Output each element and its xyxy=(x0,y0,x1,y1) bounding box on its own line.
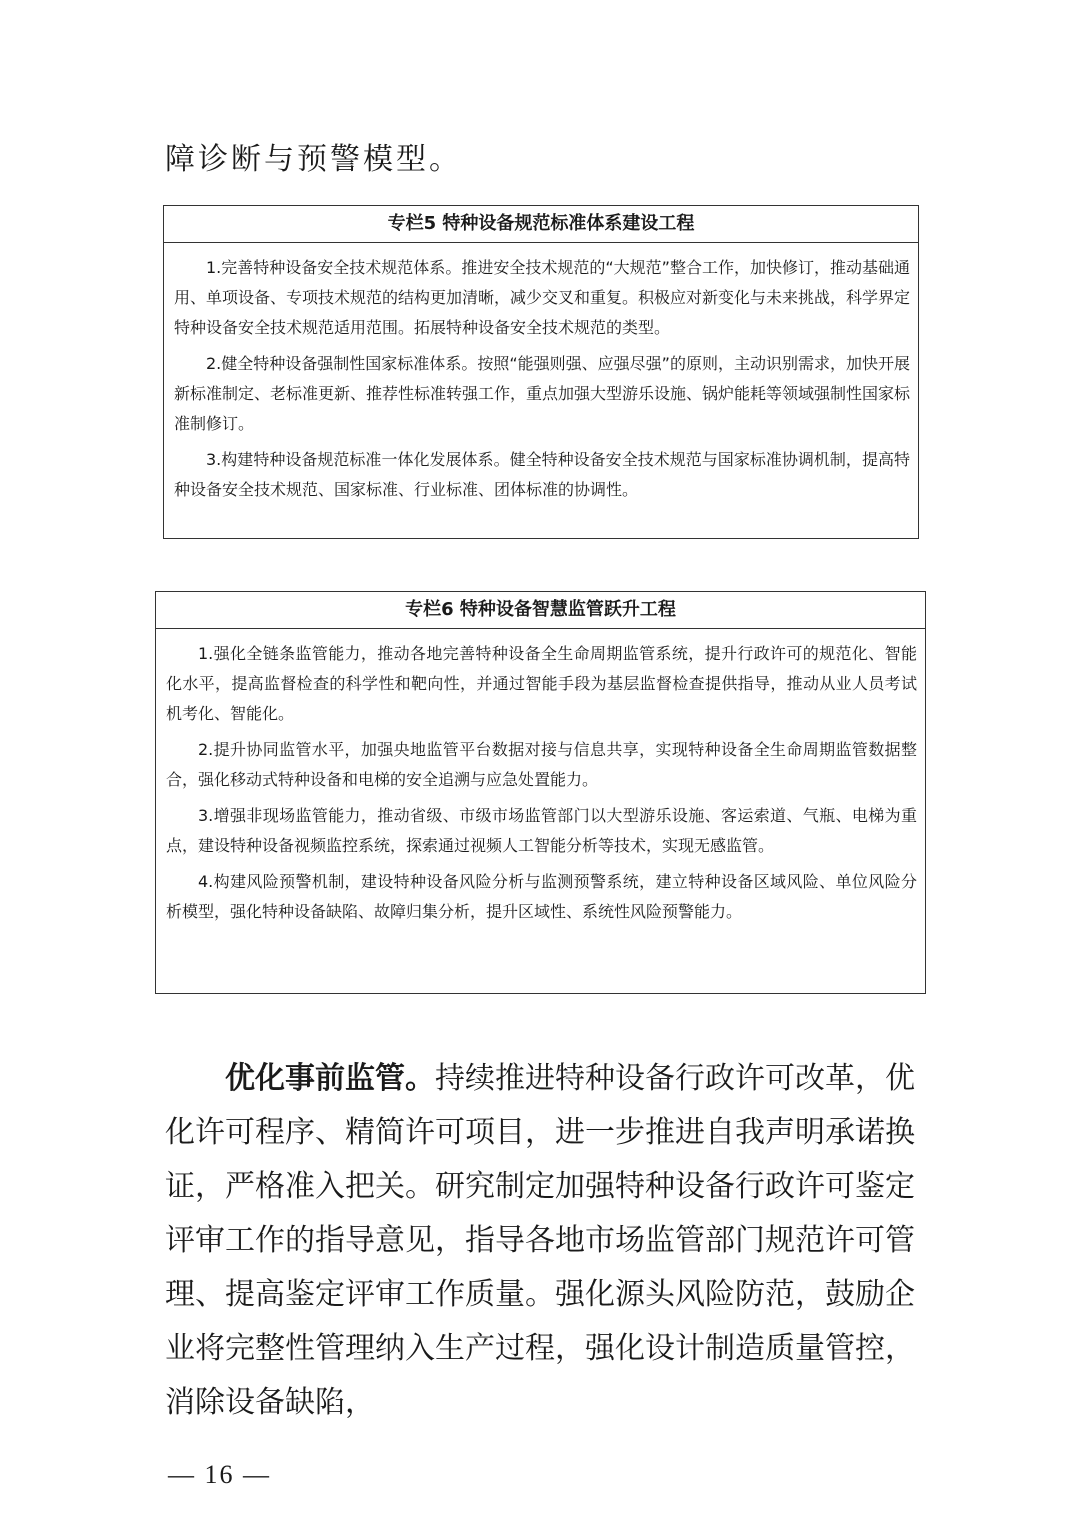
column-box-6-item-2: 2.提升协同监管水平，加强央地监管平台数据对接与信息共享，实现特种设备全生命周期监管数据整合，强化移动式特种设备和电梯的安全追溯与应急处置能力。 xyxy=(166,740,917,789)
column-box-5-body xyxy=(164,243,918,519)
column-box-5-title: 专栏5 特种设备规范标准体系建设工程 xyxy=(164,206,918,243)
paragraph-body-text: 持续推进特种设备行政许可改革，优化许可程序、精简许可项目，进一步推进自我声明承诺换证，严格准入把关。研究制定加强特种设备行政许可鉴定评审工作的指导意见，指导各地市场监管部门规范许可管理、提高鉴定评审工作质量。强化源头风险防范，鼓励企业将完整性管理纳入生产过程，强化设计制造质量管控，消除设备缺陷， xyxy=(165,1061,915,1420)
column-box-6 xyxy=(155,591,926,994)
column-box-5-item-1: 1.完善特种设备安全技术规范体系。推进安全技术规范的“大规范”整合工作，加快修订，推动基础通用、单项设备、专项技术规范的结构更加清晰，减少交叉和重复。积极应对新变化与未来挑战，科学界定特种设备安全技术规范适用范围。拓展特种设备安全技术规范的类型。 xyxy=(174,258,911,337)
main-paragraph xyxy=(165,1052,915,1430)
column-box-6-title: 专栏6 特种设备智慧监管跃升工程 xyxy=(156,592,925,629)
column-box-6-body xyxy=(156,629,925,941)
column-box-5-item-2: 2.健全特种设备强制性国家标准体系。按照“能强则强、应强尽强”的原则，主动识别需求，加快开展新标准制定、老标准更新、推荐性标准转强工作，重点加强大型游乐设施、锅炉能耗等领域强制性国家标准制修订。 xyxy=(174,354,911,433)
column-box-5 xyxy=(163,205,919,539)
column-box-6-item-1: 1.强化全链条监管能力，推动各地完善特种设备全生命周期监管系统，提升行政许可的规范化、智能化水平，提高监督检查的科学性和靶向性，并通过智能手段为基层监督检查提供指导，推动从业人员考试机考化、智能化。 xyxy=(166,644,917,723)
column-box-5-item-3: 3.构建特种设备规范标准一体化发展体系。健全特种设备安全技术规范与国家标准协调机制，提高特种设备安全技术规范、国家标准、行业标准、团体标准的协调性。 xyxy=(174,450,910,499)
paragraph-lead-heading: 优化事前监管。 xyxy=(225,1061,435,1096)
continued-text-line: 障诊断与预警模型。 xyxy=(165,142,462,177)
column-box-6-item-3: 3.增强非现场监管能力，推动省级、市级市场监管部门以大型游乐设施、客运索道、气瓶、电梯为重点，建设特种设备视频监控系统，探索通过视频人工智能分析等技术，实现无感监管。 xyxy=(166,806,917,855)
column-box-6-item-4: 4.构建风险预警机制，建设特种设备风险分析与监测预警系统，建立特种设备区域风险、单位风险分析模型，强化特种设备缺陷、故障归集分析，提升区域性、系统性风险预警能力。 xyxy=(166,872,917,921)
page-number: — 16 — xyxy=(168,1460,271,1489)
